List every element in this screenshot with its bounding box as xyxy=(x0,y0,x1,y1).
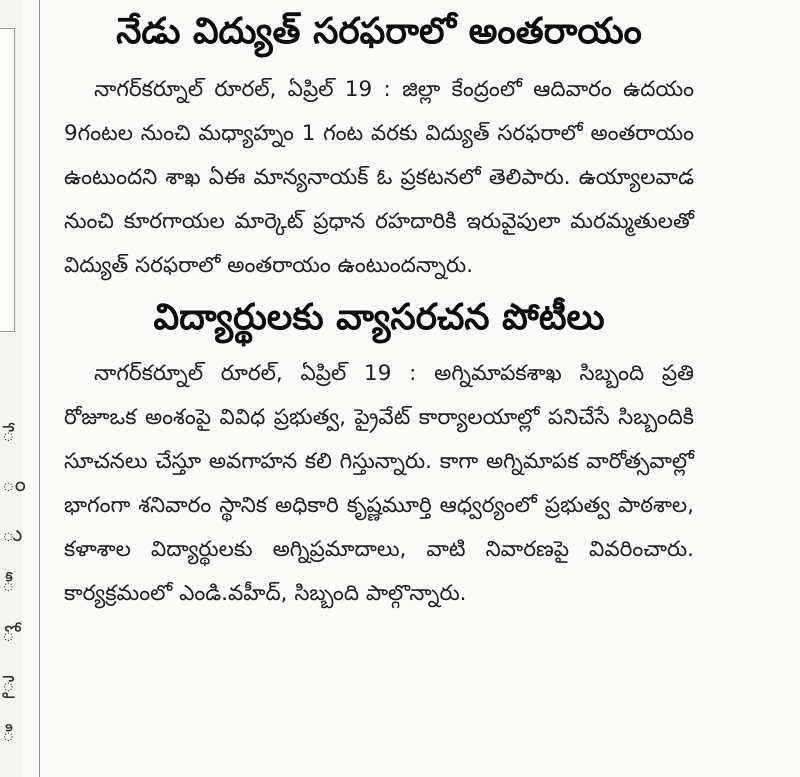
article-column xyxy=(64,0,694,777)
adjacent-text-fragment: ై xyxy=(2,672,15,697)
article-body xyxy=(64,68,694,288)
article-body-text: అగ్నిమాపకశాఖ సిబ్బంది ప్రతి రోజూఒక అంశంపై వివిధ ప్రభుత్వ, ప్రైవేట్ కార్యాలయాల్లో పనిచేసే సిబ్బందికి సూచనలు చేస్తూ అవగాహన కలి గిస్తున్నారు. కాగా అగ్నిమాపక వారోత్సవాల్లో భాగంగా శనివారం స్థానిక అధికారి కృష్ణమూర్తి ఆధ్వర్యంలో ప్రభుత్వ పాఠశాల, కళాశాల విద్యార్థులకు అగ్నిప్రమాదాలు, వాటి నివారణపై వివరించారు. కార్యక్రమంలో ఎండి.వహీద్, సిబ్బంది పాల్గొన్నారు. xyxy=(64,361,694,606)
article-body xyxy=(64,352,694,616)
adjacent-text-fragment: ి xyxy=(2,722,15,747)
article-headline: నేడు విద్యుత్ సరఫరాలో అంతరాయం xyxy=(116,11,642,52)
article-dateline: నాగర్‌కర్నూల్ రూరల్, ఏప్రిల్ 19 : xyxy=(94,361,417,386)
article-body-text: జిల్లా కేంద్రంలో ఆదివారం ఉదయం 9గంటల నుంచి మధ్యాహ్నం 1 గంట వరకు విద్యుత్ సరఫరాలో అంతరాయం ఉంటుందని శాఖ ఏఈ మాన్యనాయక్ ఓ ప్రకటనలో తెలిపారు. ఉయ్యాలవాడ నుంచి కూరగాయల మార్కెట్ ప్రధాన రహదారికి ఇరువైపులా మరమ్మతులతో విద్యుత్ సరఫరాలో అంతరాయం ఉంటుందన్నారు. xyxy=(64,77,694,278)
column-divider xyxy=(39,0,40,777)
adjacent-text-fragment: ం xyxy=(2,472,26,497)
article-headline: విద్యార్థులకు వ్యాసరచన పోటీలు xyxy=(153,297,605,338)
adjacent-column xyxy=(0,0,26,777)
article-power-outage xyxy=(64,6,694,288)
adjacent-text-fragment: ో xyxy=(2,622,15,647)
adjacent-text-fragment: ు xyxy=(2,522,23,547)
article-dateline: నాగర్‌కర్నూల్ రూరల్, ఏప్రిల్ 19 : xyxy=(94,77,391,102)
adjacent-column-box xyxy=(0,28,15,332)
adjacent-text-fragment: ే xyxy=(2,422,15,447)
adjacent-text-fragment: ీ xyxy=(2,572,15,597)
adjacent-column-text xyxy=(2,410,26,760)
article-essay-competition xyxy=(64,292,694,616)
